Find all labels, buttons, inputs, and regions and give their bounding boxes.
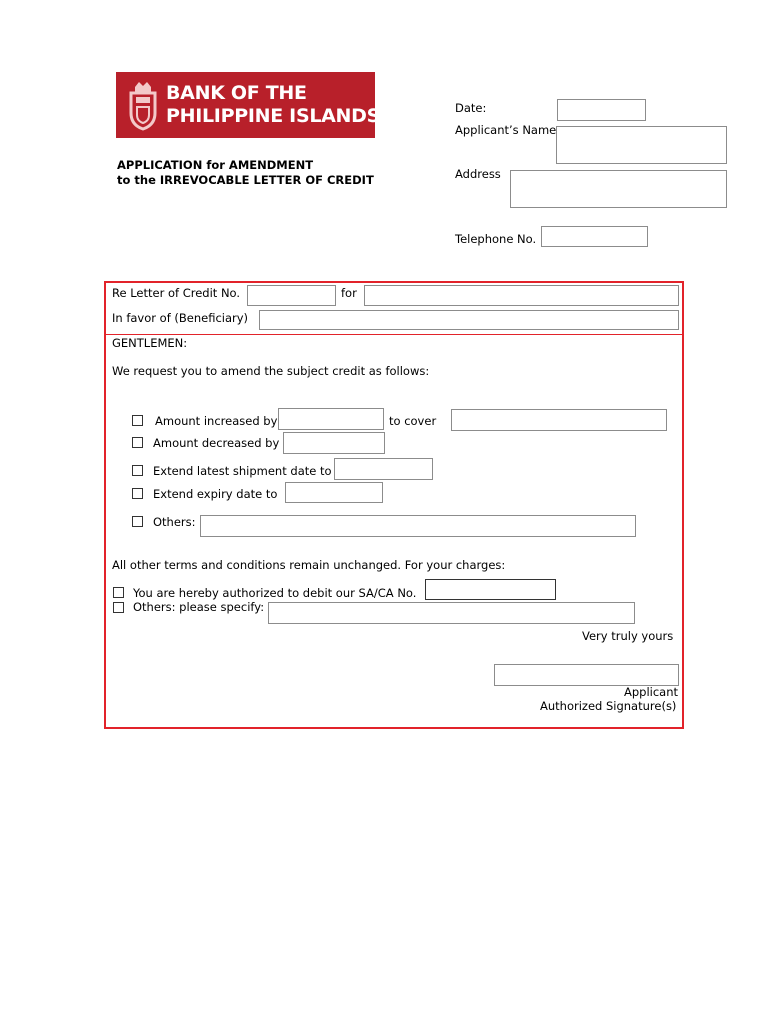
- amount-decreased-field[interactable]: [283, 432, 385, 454]
- lc-for-field[interactable]: [364, 285, 679, 306]
- telephone-label: Telephone No.: [455, 232, 537, 246]
- date-field[interactable]: [557, 99, 646, 121]
- amount-increased-label: Amount increased by: [155, 414, 278, 428]
- salutation: GENTLEMEN:: [112, 336, 188, 350]
- beneficiary-label: In favor of (Beneficiary): [112, 311, 249, 325]
- amount-decreased-label: Amount decreased by: [153, 436, 280, 450]
- charges-statement: All other terms and conditions remain unchanged. For your charges:: [112, 558, 506, 572]
- closing-yours: Very truly yours: [582, 629, 674, 643]
- applicant-label: Applicant: [624, 685, 679, 699]
- amount-increased-field[interactable]: [278, 408, 384, 430]
- applicant-name-label: Applicant’s Name: [455, 123, 557, 137]
- debit-account-checkbox[interactable]: [113, 587, 124, 598]
- logo-line-1: BANK OF THE: [166, 82, 307, 104]
- for-label: for: [341, 286, 357, 300]
- re-lc-label: Re Letter of Credit No.: [112, 286, 241, 300]
- amount-decreased-checkbox[interactable]: [132, 437, 143, 448]
- address-field[interactable]: [510, 170, 727, 208]
- bpi-crest-icon: [125, 79, 161, 131]
- authorized-signature-label: Authorized Signature(s): [540, 699, 677, 713]
- telephone-field[interactable]: [541, 226, 648, 247]
- to-cover-field[interactable]: [451, 409, 667, 431]
- extend-expiry-checkbox[interactable]: [132, 488, 143, 499]
- sa-ca-number-field[interactable]: [425, 579, 556, 600]
- applicant-name-field[interactable]: [556, 126, 727, 164]
- expiry-date-field[interactable]: [285, 482, 383, 503]
- others-specify-field[interactable]: [268, 602, 635, 624]
- bpi-logo: [116, 72, 381, 138]
- to-cover-label: to cover: [389, 414, 437, 428]
- signature-field[interactable]: [494, 664, 679, 686]
- others-checkbox[interactable]: [132, 516, 143, 527]
- amount-increased-checkbox[interactable]: [132, 415, 143, 426]
- logo-line-2: PHILIPPINE ISLANDS: [166, 105, 381, 127]
- extend-expiry-label: Extend expiry date to: [153, 487, 278, 501]
- form-divider: [106, 334, 682, 335]
- extend-shipment-checkbox[interactable]: [132, 465, 143, 476]
- form-title-line-1: APPLICATION for AMENDMENT: [117, 158, 314, 172]
- address-label: Address: [455, 167, 501, 181]
- extend-shipment-label: Extend latest shipment date to: [153, 464, 332, 478]
- others-label: Others:: [153, 515, 196, 529]
- debit-account-label: You are hereby authorized to debit our SA/CA No.: [133, 586, 417, 600]
- amendment-form-box: [104, 281, 684, 729]
- lc-number-field[interactable]: [247, 285, 336, 306]
- others-specify-checkbox[interactable]: [113, 602, 124, 613]
- shipment-date-field[interactable]: [334, 458, 433, 480]
- form-title-line-2: to the IRREVOCABLE LETTER OF CREDIT: [117, 173, 374, 187]
- others-specify-label: Others: please specify:: [133, 600, 265, 614]
- request-text: We request you to amend the subject credit as follows:: [112, 364, 430, 378]
- beneficiary-field[interactable]: [259, 310, 679, 330]
- date-label: Date:: [455, 101, 487, 115]
- others-field[interactable]: [200, 515, 636, 537]
